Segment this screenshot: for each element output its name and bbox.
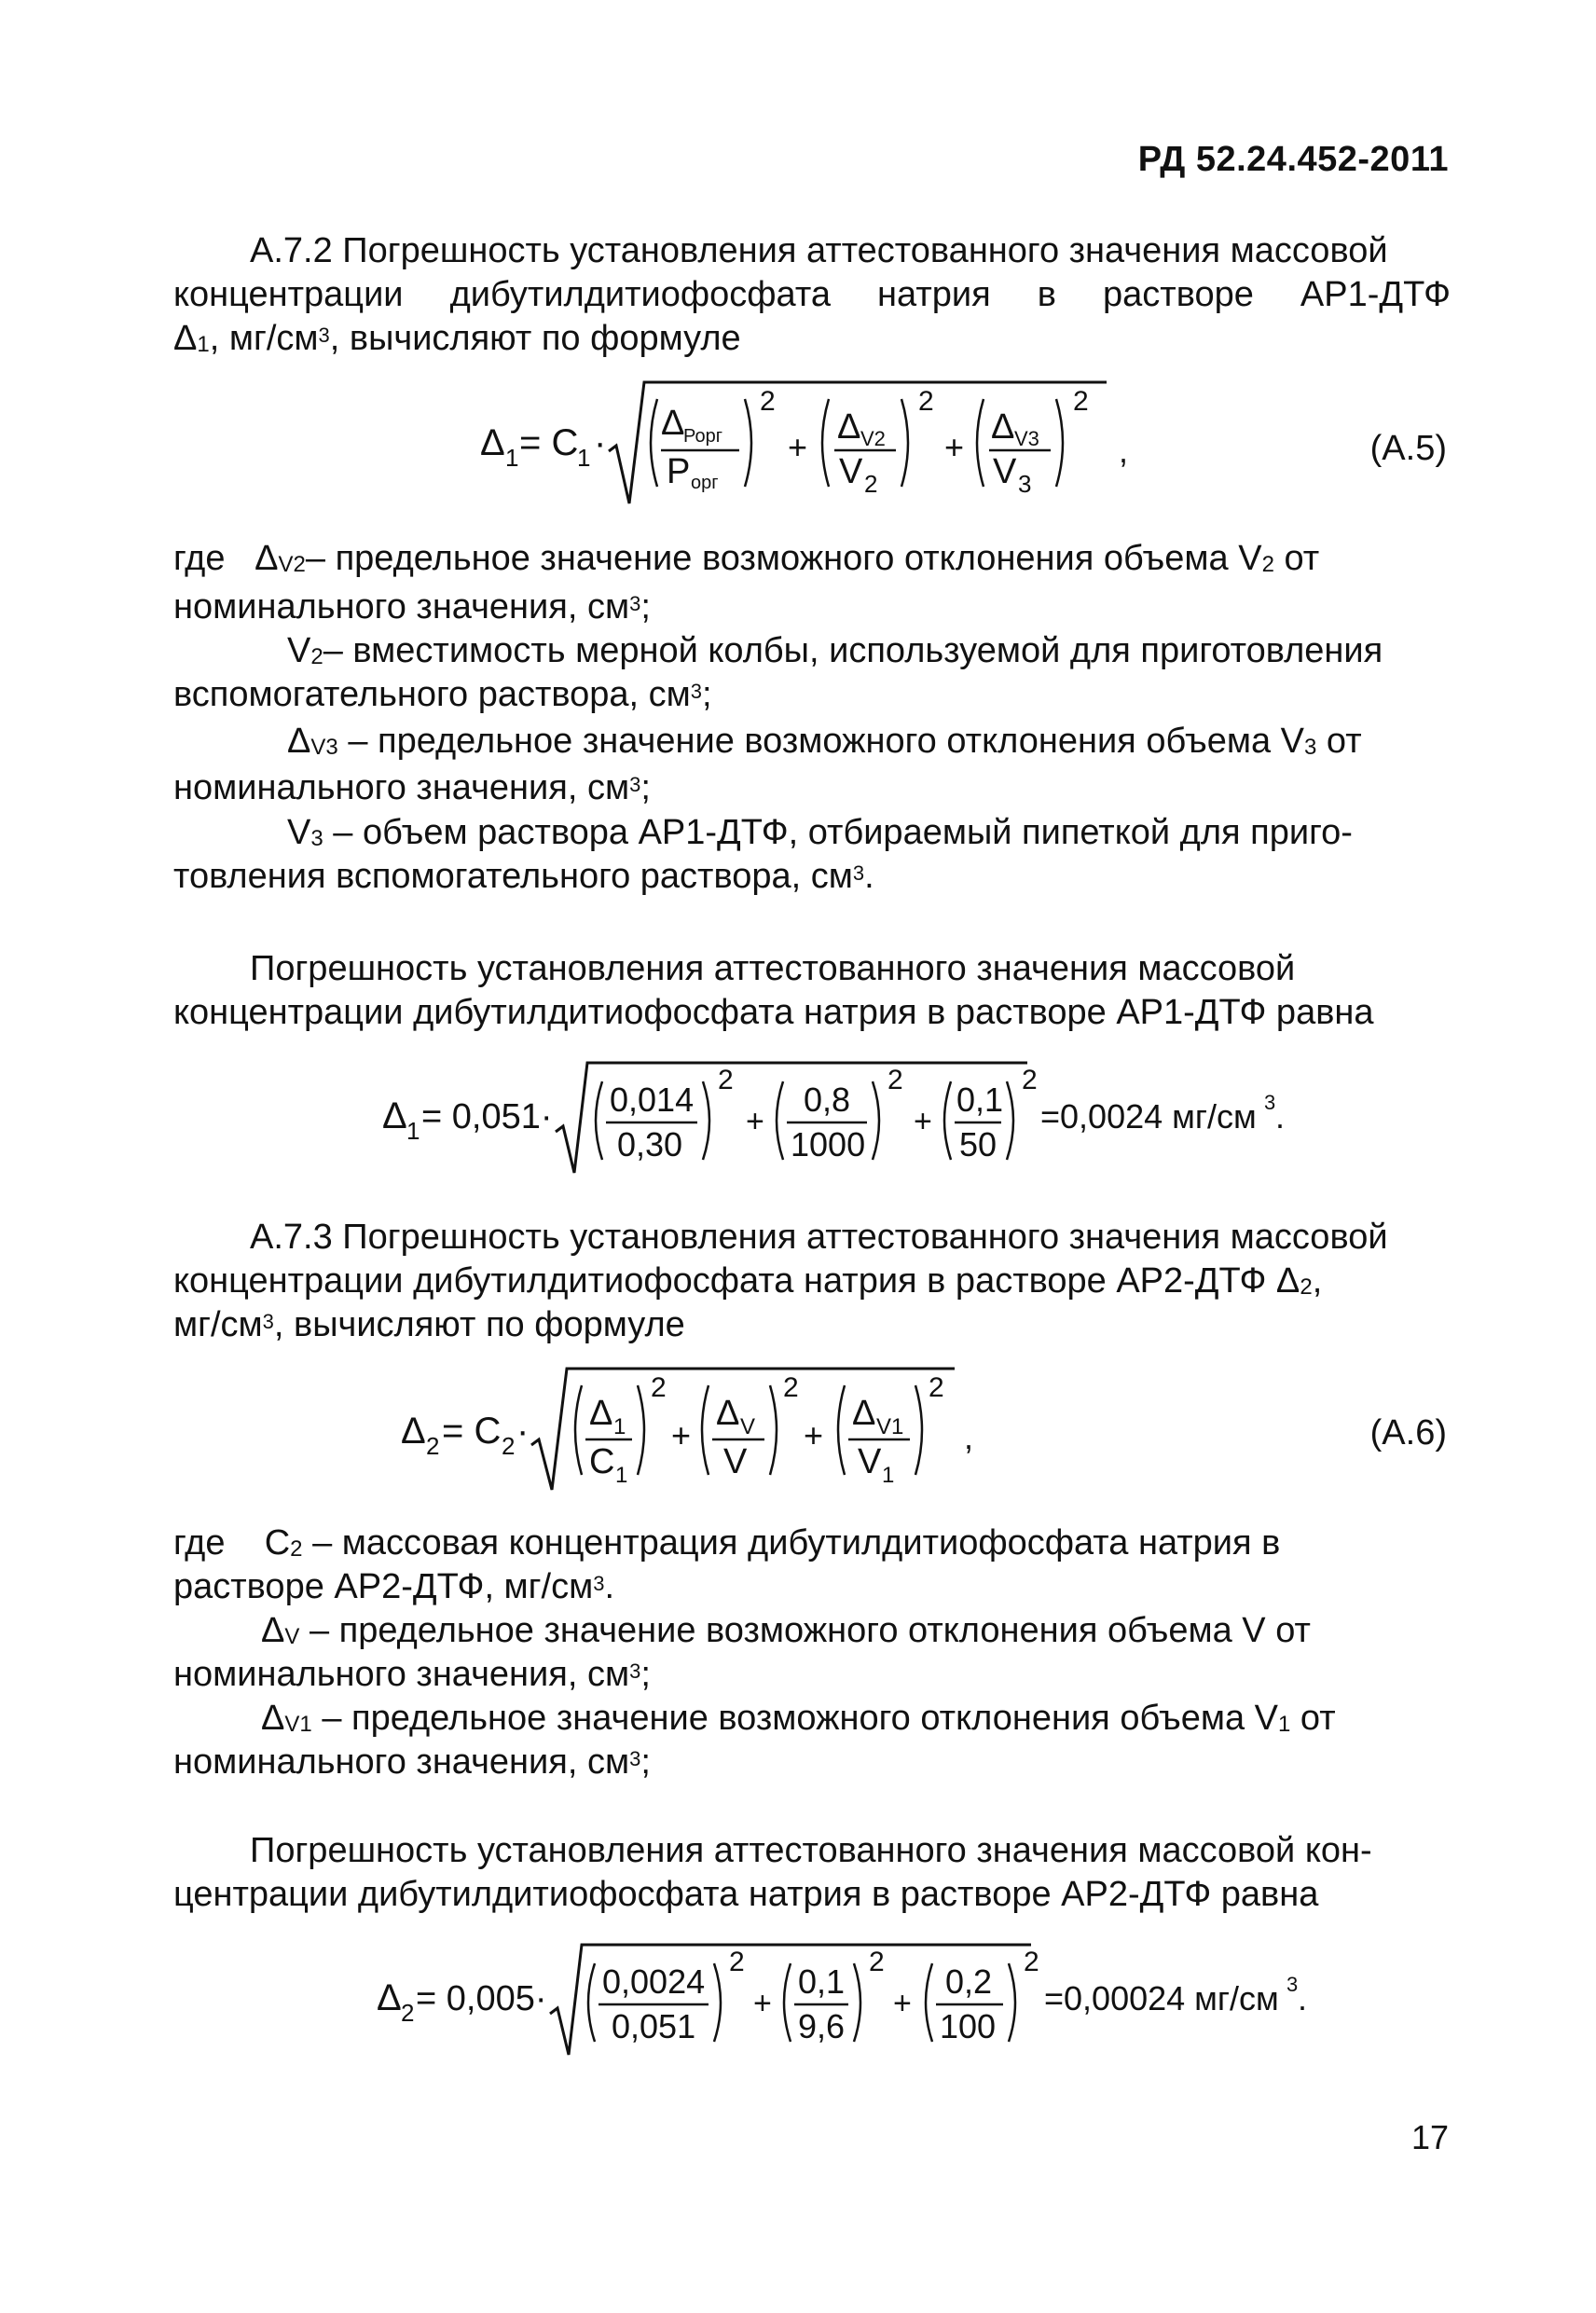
equation-number-a5: (А.5) [1369,429,1447,468]
svg-text:1: 1 [406,1117,420,1145]
svg-text:=0,0024 мг/см: =0,0024 мг/см [1040,1097,1257,1136]
svg-text:Δ: Δ [661,404,685,443]
where-a5-line2: номинального значения, $см^3$; [173,587,651,626]
calc2-intro-line1: Погрешность установления аттестованного значения массовой кон- [250,1831,1372,1870]
calculation-delta2-svg [377,1935,1328,2057]
svg-text:0,0024: 0,0024 [602,1962,706,2001]
where-a5-line1: где $\Delta_{V2}-$ предельное значение возможного отклонения объема $V_2$ от [173,539,1320,578]
where-a6-line6: номинального значения, $см^3$; [173,1742,651,1782]
svg-text:Δ: Δ [991,407,1015,447]
svg-text:= 0,005·: = 0,005· [416,1979,547,2018]
where-a6-line3: $\Delta_V$ – предельное значение возможного отклонения объема V от [261,1611,1311,1650]
svg-text:.: . [1275,1097,1286,1136]
svg-text:2: 2 [1073,386,1089,417]
svg-text:50: 50 [959,1125,998,1163]
svg-text:2: 2 [869,1947,885,1977]
svg-text:+: + [788,428,808,466]
calculation-delta1-svg [382,1053,1314,1175]
formula-a5 [480,373,1133,517]
where-a5-line4: вспомогательного раствора, $см^3$; [173,675,712,714]
svg-text:Δ: Δ [401,1411,426,1452]
section-a73-line2: концентрации дибутилдитиофосфата натрия в растворе АР2-ДТФ $\Delta_2$, [173,1261,1323,1301]
svg-text:9,6: 9,6 [798,2007,846,2045]
where-a5-line5: $\Delta_{V3}$ – предельное значение возможного отклонения объема $V_3$ от [287,722,1362,761]
svg-text:Δ: Δ [837,407,861,447]
equation-number-a6: (А.6) [1369,1413,1447,1453]
formula-a6 [401,1357,1007,1502]
svg-text:Рорг: Рорг [683,426,723,447]
where-a5-line8: товления вспомогательного раствора, $см^3$. [173,857,874,896]
svg-text:V1: V1 [876,1414,904,1439]
svg-text:.: . [1298,1979,1308,2017]
svg-text:Δ: Δ [852,1394,876,1433]
svg-text:1: 1 [882,1463,895,1488]
where-a6-line1: где $С_2$ – массовая концентрация дибутилдитиофосфата натрия в [173,1523,1281,1563]
calculation-delta2 [377,1935,1328,2061]
svg-text:3: 3 [1018,470,1032,498]
where-a6-line2: растворе АР2-ДТФ, $мг/см^3$. [173,1567,615,1606]
svg-text:Δ: Δ [716,1394,740,1433]
page-number: 17 [1410,2118,1449,2156]
svg-text:Δ: Δ [377,1977,402,2018]
formula-a5-svg [480,373,1133,513]
where-a5-line7: $V_3$ – объем раствора АР1-ДТФ, отбираемый пипеткой для приго- [287,813,1353,852]
svg-text:+: + [944,428,965,466]
svg-text:3: 3 [1286,1973,1299,1996]
svg-text:2: 2 [929,1372,944,1403]
svg-text:1000: 1000 [791,1125,866,1163]
svg-text:0,1: 0,1 [956,1081,1004,1119]
svg-text:Р: Р [667,452,691,491]
svg-text:0,2: 0,2 [945,1962,993,2001]
svg-text:2: 2 [729,1947,745,1977]
svg-text:V3: V3 [1014,427,1039,450]
svg-text:1: 1 [505,444,519,472]
svg-text:2: 2 [1024,1947,1039,1977]
formula-a6-svg [401,1357,1007,1497]
svg-text:V: V [858,1442,882,1481]
svg-text:0,1: 0,1 [798,1962,846,2001]
svg-text:·: · [516,1411,530,1452]
svg-text:1: 1 [613,1414,626,1439]
svg-text:0,051: 0,051 [612,2007,696,2045]
where-a5-line3: $V_2-$ вместимость мерной колбы, используемой для приготовления [287,631,1383,670]
svg-text:2: 2 [1022,1065,1038,1095]
svg-text:2: 2 [718,1065,734,1095]
svg-text:+: + [753,1986,772,2021]
calculation-delta1 [382,1053,1314,1179]
svg-text:V2: V2 [860,427,886,450]
calc1-intro-line1: Погрешность установления аттестованного значения массовой [250,949,1296,988]
svg-text:+: + [893,1986,912,2021]
where-a6-line4: номинального значения, $см^3$; [173,1655,651,1694]
svg-text:орг: орг [691,473,719,493]
svg-text:V: V [740,1414,756,1439]
svg-text:Δ: Δ [382,1095,407,1136]
svg-text:0,8: 0,8 [804,1081,851,1119]
section-a72-line1: А.7.2 Погрешность установления аттестованного значения массовой [250,231,1388,270]
svg-text:2: 2 [426,1432,440,1460]
svg-text:C: C [589,1442,615,1481]
svg-text:1: 1 [615,1463,628,1488]
svg-text:2: 2 [401,1999,415,2027]
svg-text:·: · [594,422,607,463]
svg-text:=0,00024 мг/см: =0,00024 мг/см [1044,1979,1279,2017]
where-a6-line5: $\Delta_{V1}$ – предельное значение возможного отклонения объема $V_1$ от [261,1699,1336,1738]
document-code: РД 52.24.452-2011 [1137,140,1449,179]
svg-text:V: V [839,452,863,491]
svg-text:= C: = C [442,1411,502,1452]
svg-text:+: + [914,1104,932,1139]
svg-text:3: 3 [1264,1091,1276,1114]
svg-text:Δ: Δ [589,1394,613,1433]
svg-text:100: 100 [940,2007,997,2045]
where-a5-line6: номинального значения, $см^3$; [173,768,651,807]
svg-text:1: 1 [577,444,591,472]
section-a73-line3: $мг/см^3$, вычисляют по формуле [173,1305,685,1344]
svg-text:,: , [964,1418,974,1456]
svg-text:2: 2 [918,386,934,417]
calc2-intro-line2: центрации дибутилдитиофосфата натрия в растворе АР2-ДТФ равна [173,1875,1319,1914]
svg-text:V: V [993,452,1017,491]
svg-text:2: 2 [783,1372,799,1403]
svg-text:+: + [746,1104,764,1139]
svg-text:2: 2 [864,470,878,498]
svg-text:2: 2 [887,1065,903,1095]
svg-text:Δ: Δ [480,422,505,463]
svg-text:V: V [723,1442,748,1481]
svg-text:+: + [671,1416,692,1454]
svg-text:0,014: 0,014 [610,1081,695,1119]
calc1-intro-line2: концентрации дибутилдитиофосфата натрия в растворе АР1-ДТФ равна [173,993,1374,1032]
svg-text:,: , [1119,432,1129,470]
svg-text:2: 2 [651,1372,667,1403]
section-a72-line3: $\Delta_1$, $мг/см^3$, вычисляют по формуле [173,319,741,358]
svg-text:= C: = C [519,422,579,463]
svg-text:= 0,051·: = 0,051· [421,1097,553,1136]
svg-text:2: 2 [502,1432,516,1460]
svg-text:2: 2 [760,386,776,417]
svg-text:+: + [804,1416,824,1454]
section-a73-line1: А.7.3 Погрешность установления аттестованного значения массовой [250,1218,1388,1257]
section-a72-line2: концентрации дибутилдитиофосфата натрия в растворе АР1-ДТФ [173,275,1451,314]
svg-text:0,30: 0,30 [617,1125,683,1163]
